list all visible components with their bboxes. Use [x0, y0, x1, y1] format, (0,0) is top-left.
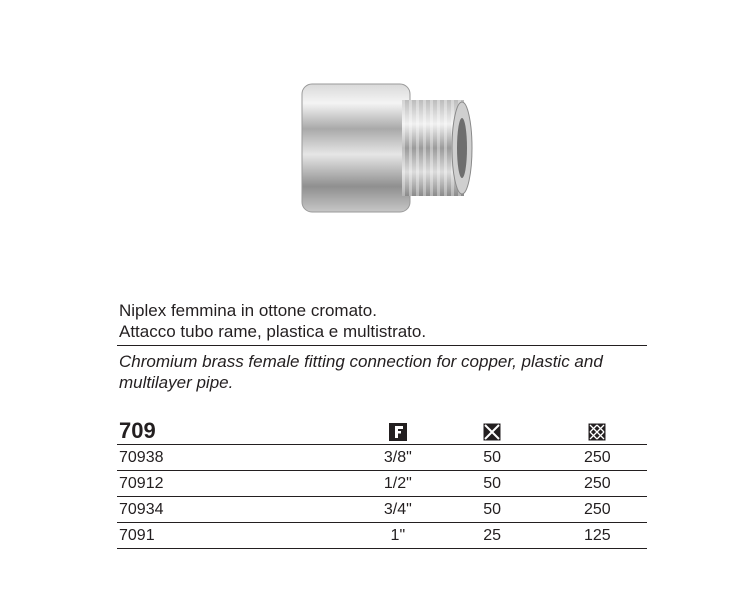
box-quantity: 50 — [437, 497, 548, 523]
carton-quantity-icon — [588, 423, 606, 441]
table-row — [117, 471, 647, 497]
product-code: 7091 — [117, 523, 288, 549]
product-code: 70938 — [117, 445, 288, 471]
table-header-row — [117, 418, 647, 445]
chrome-brass-fitting-icon — [290, 78, 480, 218]
series-code: 709 — [117, 418, 288, 445]
table-row — [117, 497, 647, 523]
description-english: Chromium brass female fitting connection for copper, plastic and multilayer pipe. — [119, 352, 603, 392]
thread-size: 1/2" — [359, 471, 437, 497]
table-row — [117, 445, 647, 471]
description-italian-line1: Niplex femmina in ottone cromato. — [119, 301, 377, 320]
description-italian-line2: Attacco tubo rame, plastica e multistrato. — [119, 322, 427, 341]
box-quantity: 50 — [437, 471, 548, 497]
thread-size: 1" — [359, 523, 437, 549]
product-code: 70934 — [117, 497, 288, 523]
table-row — [117, 523, 647, 549]
carton-quantity: 250 — [548, 445, 647, 471]
carton-quantity: 250 — [548, 471, 647, 497]
thread-size: 3/4" — [359, 497, 437, 523]
product-code: 70912 — [117, 471, 288, 497]
box-quantity-icon — [483, 423, 501, 441]
description-divider — [117, 345, 647, 346]
thread-size: 3/8" — [359, 445, 437, 471]
carton-quantity: 250 — [548, 497, 647, 523]
box-quantity: 25 — [437, 523, 548, 549]
product-table — [117, 418, 647, 549]
female-thread-icon — [389, 423, 407, 441]
carton-quantity: 125 — [548, 523, 647, 549]
box-quantity: 50 — [437, 445, 548, 471]
